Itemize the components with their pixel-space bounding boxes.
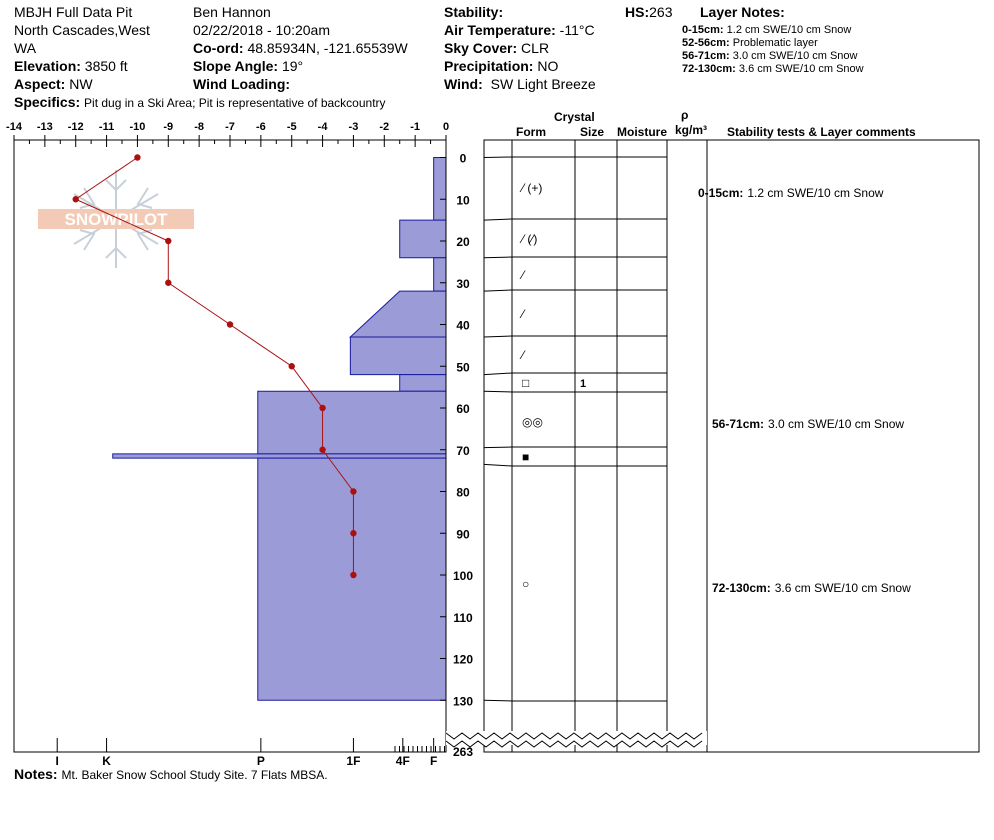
layer-note-text: 1.2 cm SWE/10 cm Snow <box>726 24 852 36</box>
hardness-tick-label: F <box>429 754 438 768</box>
observer: Ben Hannon <box>193 4 271 20</box>
hardness-bar <box>258 458 446 700</box>
hs-label: HS: <box>625 4 650 20</box>
crystal-form-symbol: ■ <box>522 450 530 464</box>
hardness-bar <box>400 220 446 258</box>
hardness-tick-label: P <box>256 754 265 768</box>
location-line2: WA <box>14 40 37 56</box>
layer-note-range: 72-130cm: <box>682 63 736 75</box>
hardness-bar <box>350 291 446 337</box>
depth-tick-label: 60 <box>456 402 470 416</box>
depth-total-label: 263 <box>452 745 474 759</box>
wind-loading-label: Wind Loading: <box>193 76 291 92</box>
temp-tick-label: -11 <box>98 121 115 133</box>
crystal-form-symbol: ⁄ <box>522 268 525 282</box>
depth-tick-label: 130 <box>452 694 474 709</box>
crystal-forms <box>519 181 586 591</box>
temp-tick-label: -13 <box>36 121 53 133</box>
temperature-point <box>350 488 356 494</box>
temp-tick-label: -1 <box>410 121 421 133</box>
sky-value: CLR <box>521 40 550 56</box>
layer-note-range: 56-71cm: <box>682 50 730 62</box>
slope-label: Slope Angle: <box>193 58 279 74</box>
temperature-point <box>73 196 79 202</box>
crystal-size: 1 <box>580 378 587 390</box>
notes-value: Mt. Baker Snow School Study Site. 7 Flats MBSA. <box>61 768 328 782</box>
air-temp-label: Air Temperature: <box>444 22 556 38</box>
crystal-form-symbol: □ <box>522 376 530 390</box>
temperature-point <box>350 572 356 578</box>
hardness-bar <box>434 258 446 291</box>
layer-comments <box>698 186 911 595</box>
temp-tick-label: -8 <box>194 121 205 133</box>
hardness-bar <box>350 337 446 375</box>
location-line1: North Cascades,West <box>14 22 150 38</box>
hardness-tick-label: 1F <box>346 754 361 768</box>
hs-value: 263 <box>649 4 673 20</box>
table-border <box>484 140 979 752</box>
temp-tick-label: -14 <box>6 121 22 133</box>
sky-label: Sky Cover: <box>444 40 518 56</box>
hardness-bar <box>400 375 446 392</box>
temp-tick-label: -6 <box>255 121 266 133</box>
depth-tick-label: 20 <box>456 235 470 249</box>
temp-tick-label: -3 <box>348 121 359 133</box>
crystal-form-symbol: ⁄ <box>522 307 525 321</box>
stability-label: Stability: <box>444 4 504 20</box>
elevation-value: 3850 ft <box>84 58 128 74</box>
aspect-label: Aspect: <box>14 76 66 92</box>
header-comments: Stability tests & Layer comments <box>727 125 916 139</box>
crystal-form-symbol: ⁄ (⁄) <box>522 232 538 246</box>
header-density: kg/m³ <box>675 123 708 137</box>
depth-tick-label: 0 <box>459 151 467 166</box>
depth-tick-label: 40 <box>456 318 470 333</box>
hardness-tick-label: I <box>55 754 59 768</box>
temperature-point <box>134 154 140 160</box>
depth-tick-label: 120 <box>452 652 474 667</box>
specifics-value: Pit dug in a Ski Area; Pit is representative of backcountry <box>84 96 386 110</box>
temp-tick-label: -7 <box>225 121 235 133</box>
logo-text: SNOWPILOT <box>64 210 168 229</box>
elevation-label: Elevation: <box>14 58 81 74</box>
layer-note-text: 3.6 cm SWE/10 cm Snow <box>738 63 864 75</box>
header-size: Size <box>580 125 605 139</box>
temperature-axis <box>6 121 449 147</box>
hardness-axis <box>56 738 445 768</box>
temp-tick-label: -5 <box>286 121 297 133</box>
temperature-point <box>165 280 171 286</box>
header-form: Form <box>516 125 546 139</box>
temperature-point <box>350 530 356 536</box>
layer-comment: 72-130cm: 3.6 cm SWE/10 cm Snow <box>712 581 911 595</box>
crystal-form-symbol: ○ <box>522 577 530 591</box>
precip-value: NO <box>537 58 559 74</box>
header-crystal: Crystal <box>554 110 595 124</box>
crystal-form-symbol: ⁄ (+) <box>522 181 543 195</box>
depth-tick-label: 10 <box>456 193 470 208</box>
layer-note-range: 0-15cm: <box>682 24 724 36</box>
pit-name: MBJH Full Data Pit <box>14 4 133 20</box>
wind-value: SW Light Breeze <box>490 76 596 92</box>
depth-tick-label: 80 <box>456 485 470 500</box>
layer-comment: 0-15cm: 1.2 cm SWE/10 cm Snow <box>698 186 884 200</box>
datetime: 02/22/2018 - 10:20am <box>193 22 330 38</box>
layer-boundary-line <box>484 157 667 158</box>
layer-comment: 56-71cm: 3.0 cm SWE/10 cm Snow <box>712 417 905 431</box>
temperature-point <box>165 238 171 244</box>
hardness-tick-label: K <box>102 754 111 768</box>
temp-tick-label: -9 <box>163 121 174 133</box>
layer-note-range: 52-56cm: <box>682 37 730 49</box>
depth-tick-label: 90 <box>456 527 470 542</box>
coord-label: Co-ord: <box>193 40 244 56</box>
notes-label: Notes: <box>14 766 58 782</box>
coord-value: 48.85934N, -121.65539W <box>247 40 408 56</box>
precip-label: Precipitation: <box>444 58 534 74</box>
hardness-bar <box>258 391 446 454</box>
temperature-point <box>227 321 233 327</box>
depth-tick-label: 50 <box>456 360 470 375</box>
layer-note-text: Problematic layer <box>732 37 818 49</box>
temp-tick-label: 0 <box>442 121 450 133</box>
depth-tick-label: 30 <box>456 276 470 291</box>
temp-tick-label: -10 <box>129 121 146 133</box>
air-temp-value: -11°C <box>559 22 595 38</box>
header-moisture: Moisture <box>617 125 668 139</box>
temp-tick-label: -4 <box>317 121 328 133</box>
aspect-value: NW <box>69 76 93 92</box>
layer-note-text: 3.0 cm SWE/10 cm Snow <box>732 50 858 62</box>
hardness-bar <box>434 158 446 221</box>
specifics-label: Specifics: <box>14 94 81 110</box>
wind-label: Wind: <box>444 76 483 92</box>
crystal-form-symbol: ◎◎ <box>522 415 543 429</box>
snowpilot-logo <box>38 170 194 268</box>
layer-notes-label: Layer Notes: <box>700 4 785 20</box>
temp-tick-label: -2 <box>379 121 390 133</box>
temperature-point <box>319 447 325 453</box>
temperature-point <box>289 363 295 369</box>
temp-tick-label: -12 <box>67 121 84 133</box>
temperature-point <box>319 405 325 411</box>
hardness-tick-label: 4F <box>395 754 410 768</box>
slope-value: 19° <box>281 58 304 74</box>
depth-tick-label: 110 <box>453 610 473 625</box>
depth-tick-label: 100 <box>452 569 474 583</box>
hardness-bar <box>113 454 446 458</box>
depth-tick-label: 70 <box>456 443 470 458</box>
header-rho: ρ <box>681 108 689 122</box>
crystal-form-symbol: ⁄ <box>522 348 525 362</box>
